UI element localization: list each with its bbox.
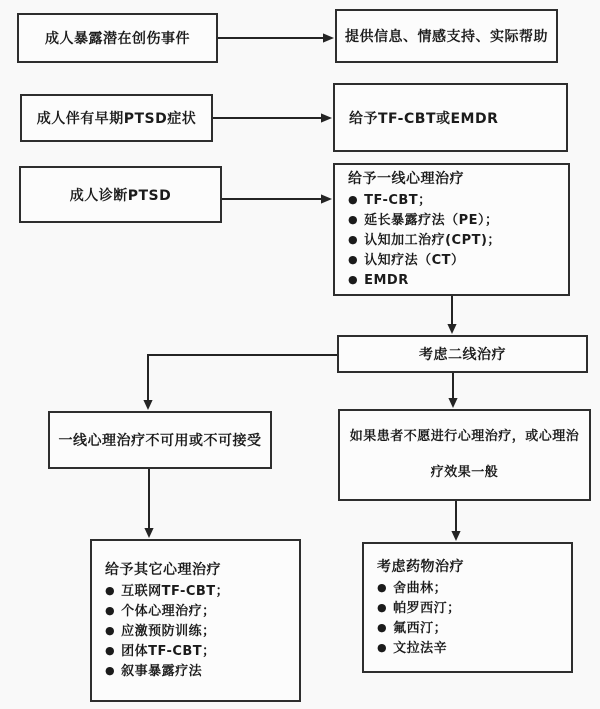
list-item [348, 190, 564, 210]
node-label: 提供信息、情感支持、实际帮助 [345, 29, 548, 45]
node-title: 给予一线心理治疗 [348, 171, 464, 187]
list-item [348, 250, 564, 270]
list-item-label: 认知加工治疗(CPT)； [364, 233, 501, 248]
list-item-label: 叙事暴露疗法 [121, 664, 203, 679]
list-item [377, 638, 567, 658]
node-support [335, 9, 558, 63]
list-item [105, 581, 295, 601]
list-item [348, 210, 564, 230]
bullet-icon: ● [377, 601, 388, 614]
list-item [377, 598, 567, 618]
list-item-label: EMDR [364, 273, 409, 288]
list-item [348, 270, 564, 290]
bullet-icon: ● [348, 233, 359, 246]
arrowhead-down-unavailable [143, 400, 152, 410]
node-label: 成人诊断PTSD [69, 187, 172, 204]
arrowhead-right-tfcbt [321, 113, 332, 122]
node-psych-declined [338, 409, 591, 501]
node-title: 考虑药物治疗 [377, 559, 464, 575]
node-first-line-treatment [333, 163, 570, 296]
list-item [377, 618, 567, 638]
node-label: 考虑二线治疗 [419, 347, 506, 363]
list-item [105, 641, 295, 661]
node-label-line2: 疗效果一般 [430, 465, 499, 480]
node-title: 给予其它心理治疗 [105, 562, 221, 578]
list-item [105, 661, 295, 681]
node-label: 给予TF-CBT或EMDR [349, 110, 499, 127]
arrowhead-down-medication [451, 531, 460, 541]
connector-secondline-to-unavailable [148, 355, 337, 401]
list-item-label: 文拉法辛 [393, 641, 448, 656]
node-other-psychotherapy [90, 539, 301, 702]
bullet-icon: ● [105, 584, 116, 597]
node-diagnosed-ptsd [19, 166, 222, 223]
arrowhead-down-declined [448, 398, 457, 408]
node-early-symptoms [20, 94, 213, 142]
list-item-label: 个体心理治疗； [121, 604, 216, 619]
node-medication [362, 542, 573, 673]
bullet-icon: ● [348, 273, 359, 286]
list-item-label: 氟西汀； [393, 621, 448, 636]
bullet-icon: ● [105, 664, 116, 677]
arrowhead-right-support [323, 33, 334, 42]
bullet-icon: ● [105, 604, 116, 617]
node-trauma-event [17, 13, 218, 63]
bullet-icon: ● [377, 641, 388, 654]
bullet-icon: ● [348, 213, 359, 226]
bullet-icon: ● [348, 193, 359, 206]
list-item-label: 认知疗法（CT） [364, 253, 465, 268]
node-second-line [337, 335, 588, 373]
list-item [105, 621, 295, 641]
list-item [348, 230, 564, 250]
bullet-icon: ● [377, 581, 388, 594]
node-label: 成人暴露潜在创伤事件 [45, 31, 190, 47]
node-label: 成人伴有早期PTSD症状 [36, 111, 197, 127]
list-item [377, 578, 567, 598]
bullet-icon: ● [348, 253, 359, 266]
list-item-label: 舍曲林； [393, 581, 448, 596]
list-item-label: 团体TF-CBT； [121, 644, 216, 659]
arrowhead-down-otherpsych [144, 528, 153, 538]
list-item-label: 帕罗西汀； [393, 601, 461, 616]
arrowhead-down-secondline [447, 324, 456, 334]
list-item-label: 延长暴露疗法（PE）； [364, 213, 499, 228]
bullet-icon: ● [105, 644, 116, 657]
list-item [105, 601, 295, 621]
bullet-icon: ● [377, 621, 388, 634]
node-label: 一线心理治疗不可用或不可接受 [58, 433, 262, 449]
node-label-line1: 如果患者不愿进行心理治疗，或心理治 [349, 429, 580, 444]
list-item-label: 应激预防训练； [121, 624, 216, 639]
list-item-label: 互联网TF-CBT； [121, 584, 230, 599]
list-item-label: TF-CBT； [364, 193, 432, 208]
arrowhead-right-firstline [321, 194, 332, 203]
bullet-icon: ● [105, 624, 116, 637]
node-first-line-unavailable [48, 411, 272, 469]
node-tfcbt-emdr [333, 83, 568, 152]
